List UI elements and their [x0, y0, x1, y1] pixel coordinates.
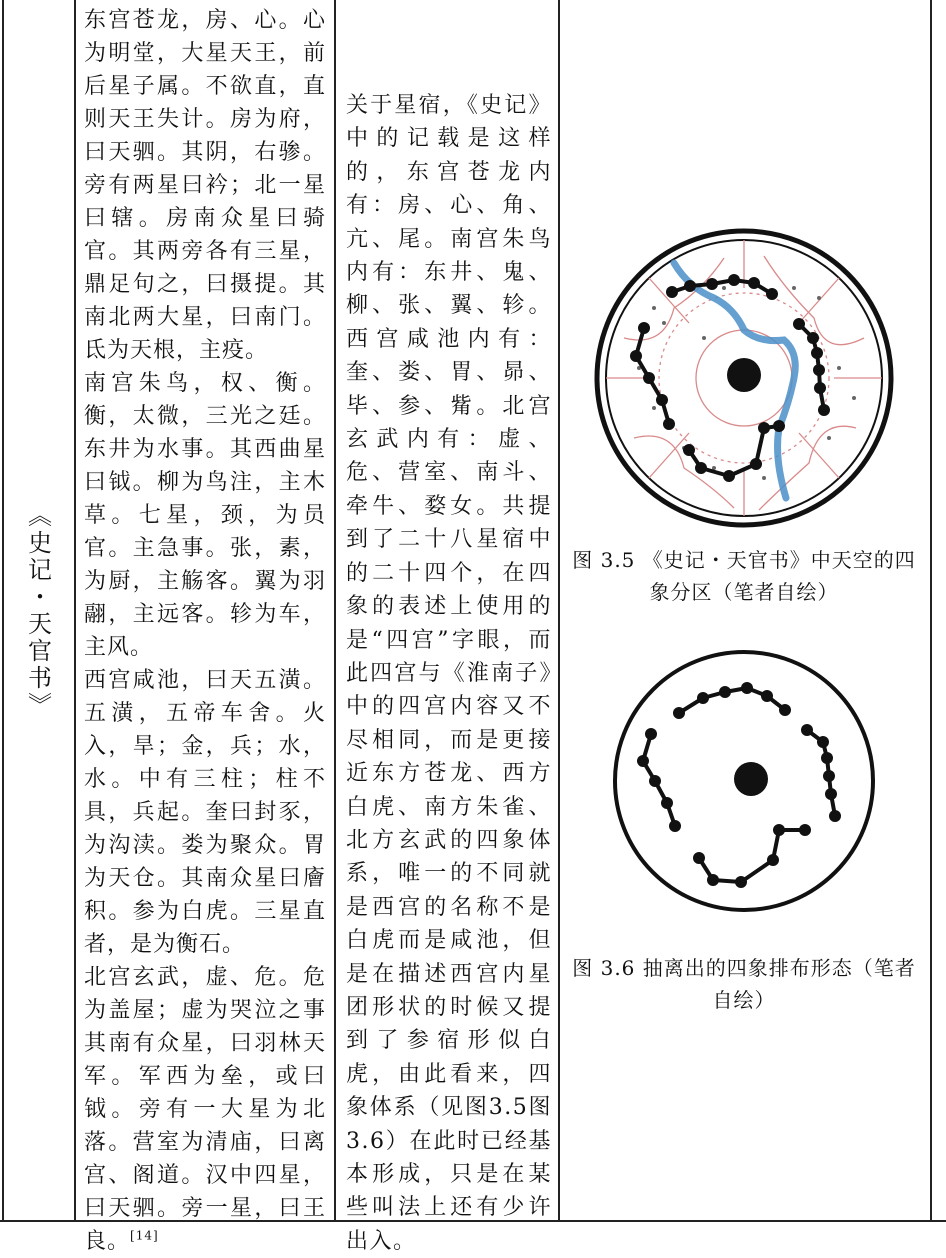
column-divider-1: [74, 0, 76, 1222]
figure-3-5: [562, 228, 926, 528]
source-title: 《史记・天官书》: [23, 503, 52, 719]
star-map-figure: [594, 228, 894, 528]
figure-3-5-caption: 图 3.5 《史记・天官书》中天空的四象分区（笔者自绘）: [572, 548, 916, 604]
four-symbols-figure: [611, 648, 877, 914]
original-paragraph-east: 东宫苍龙，房、心。心为明堂，大星天王，前后星子属。不欲直，直则天王失计。房为府，曰天驷。其阴，右骖。旁有两星曰衿；北一星曰辖。房南众星曰骑官。其两旁各有三星，鼎足句之，曰摄提。其南北两大星，曰南门。氐为天根，主疫。: [84, 8, 326, 363]
table-right-border: [930, 0, 932, 1222]
original-paragraph-south: 南宫朱鸟，权、衡。衡，太微，三光之廷。东井为水事。其西曲星曰钺。柳为鸟注，主木草。七星，颈，为员官。主急事。张，素，为厨，主觞客。翼为羽翮，主远客。轸为车，主风。: [84, 371, 326, 660]
analysis-text: 关于星宿，《史记》中的记载是这样的，东宫苍龙内有：房、心、角、亢、尾。南宫朱鸟内有：东井、鬼、柳、张、翼、轸。西宫咸池内有：奎、娄、胃、昴、毕、参、觜。北宫玄武内有：虚、危、营室、南斗、牵牛、婺女。共提到了二十八星宿中的二十四个，在四象的表述上使用的是“四宫”字眼，而此四宫与《淮南子》中的四宫内容又不尽相同，而是更接近东方苍龙、西方白虎、南方朱雀、北方玄武的四象体系，唯一的不同就是西宫的名称不是白虎而是咸池，但是在描述西宫内星团形状的时候又提到了参宿形似白虎，由此看来，四象体系（见图3.5图3.6）在此时已经基本形成，只是在某些叫法上还有少许出入。: [346, 93, 552, 1254]
citation-mark: [14]: [130, 1228, 159, 1243]
figure-column: [562, 0, 926, 1222]
column-divider-2: [334, 0, 336, 1222]
figure-3-6-caption: 图 3.6 抽离出的四象排布形态（笔者自绘）: [572, 956, 916, 1012]
original-paragraph-north: [84, 961, 326, 1258]
figure-3-6: [562, 648, 926, 914]
original-paragraph-west: 西宫咸池，曰天五潢。五潢，五帝车舍。火入，旱；金，兵；水，水。中有三柱；柱不具，兵起。奎曰封豕，为沟渎。娄为聚众。胃为天仓。其南众星曰廥积。参为白虎。三星直者，是为衡石。: [84, 668, 326, 957]
original-paragraph-north-text: 北宫玄武，虚、危。危为盖屋；虚为哭泣之事其南有众星，曰羽林天军。军西为垒，或曰钺。旁有一大星为北落。营室为清庙，曰离宫、阁道。汉中四星，曰天驷。旁一星，曰王良。: [84, 965, 326, 1254]
figure-3-5-caption-box: [562, 544, 926, 608]
original-text-column: [84, 4, 326, 1258]
analysis-column: [346, 89, 552, 1258]
figure-3-6-caption-box: [562, 952, 926, 1016]
source-title-cell: [4, 0, 72, 1222]
column-divider-3: [558, 0, 560, 1222]
